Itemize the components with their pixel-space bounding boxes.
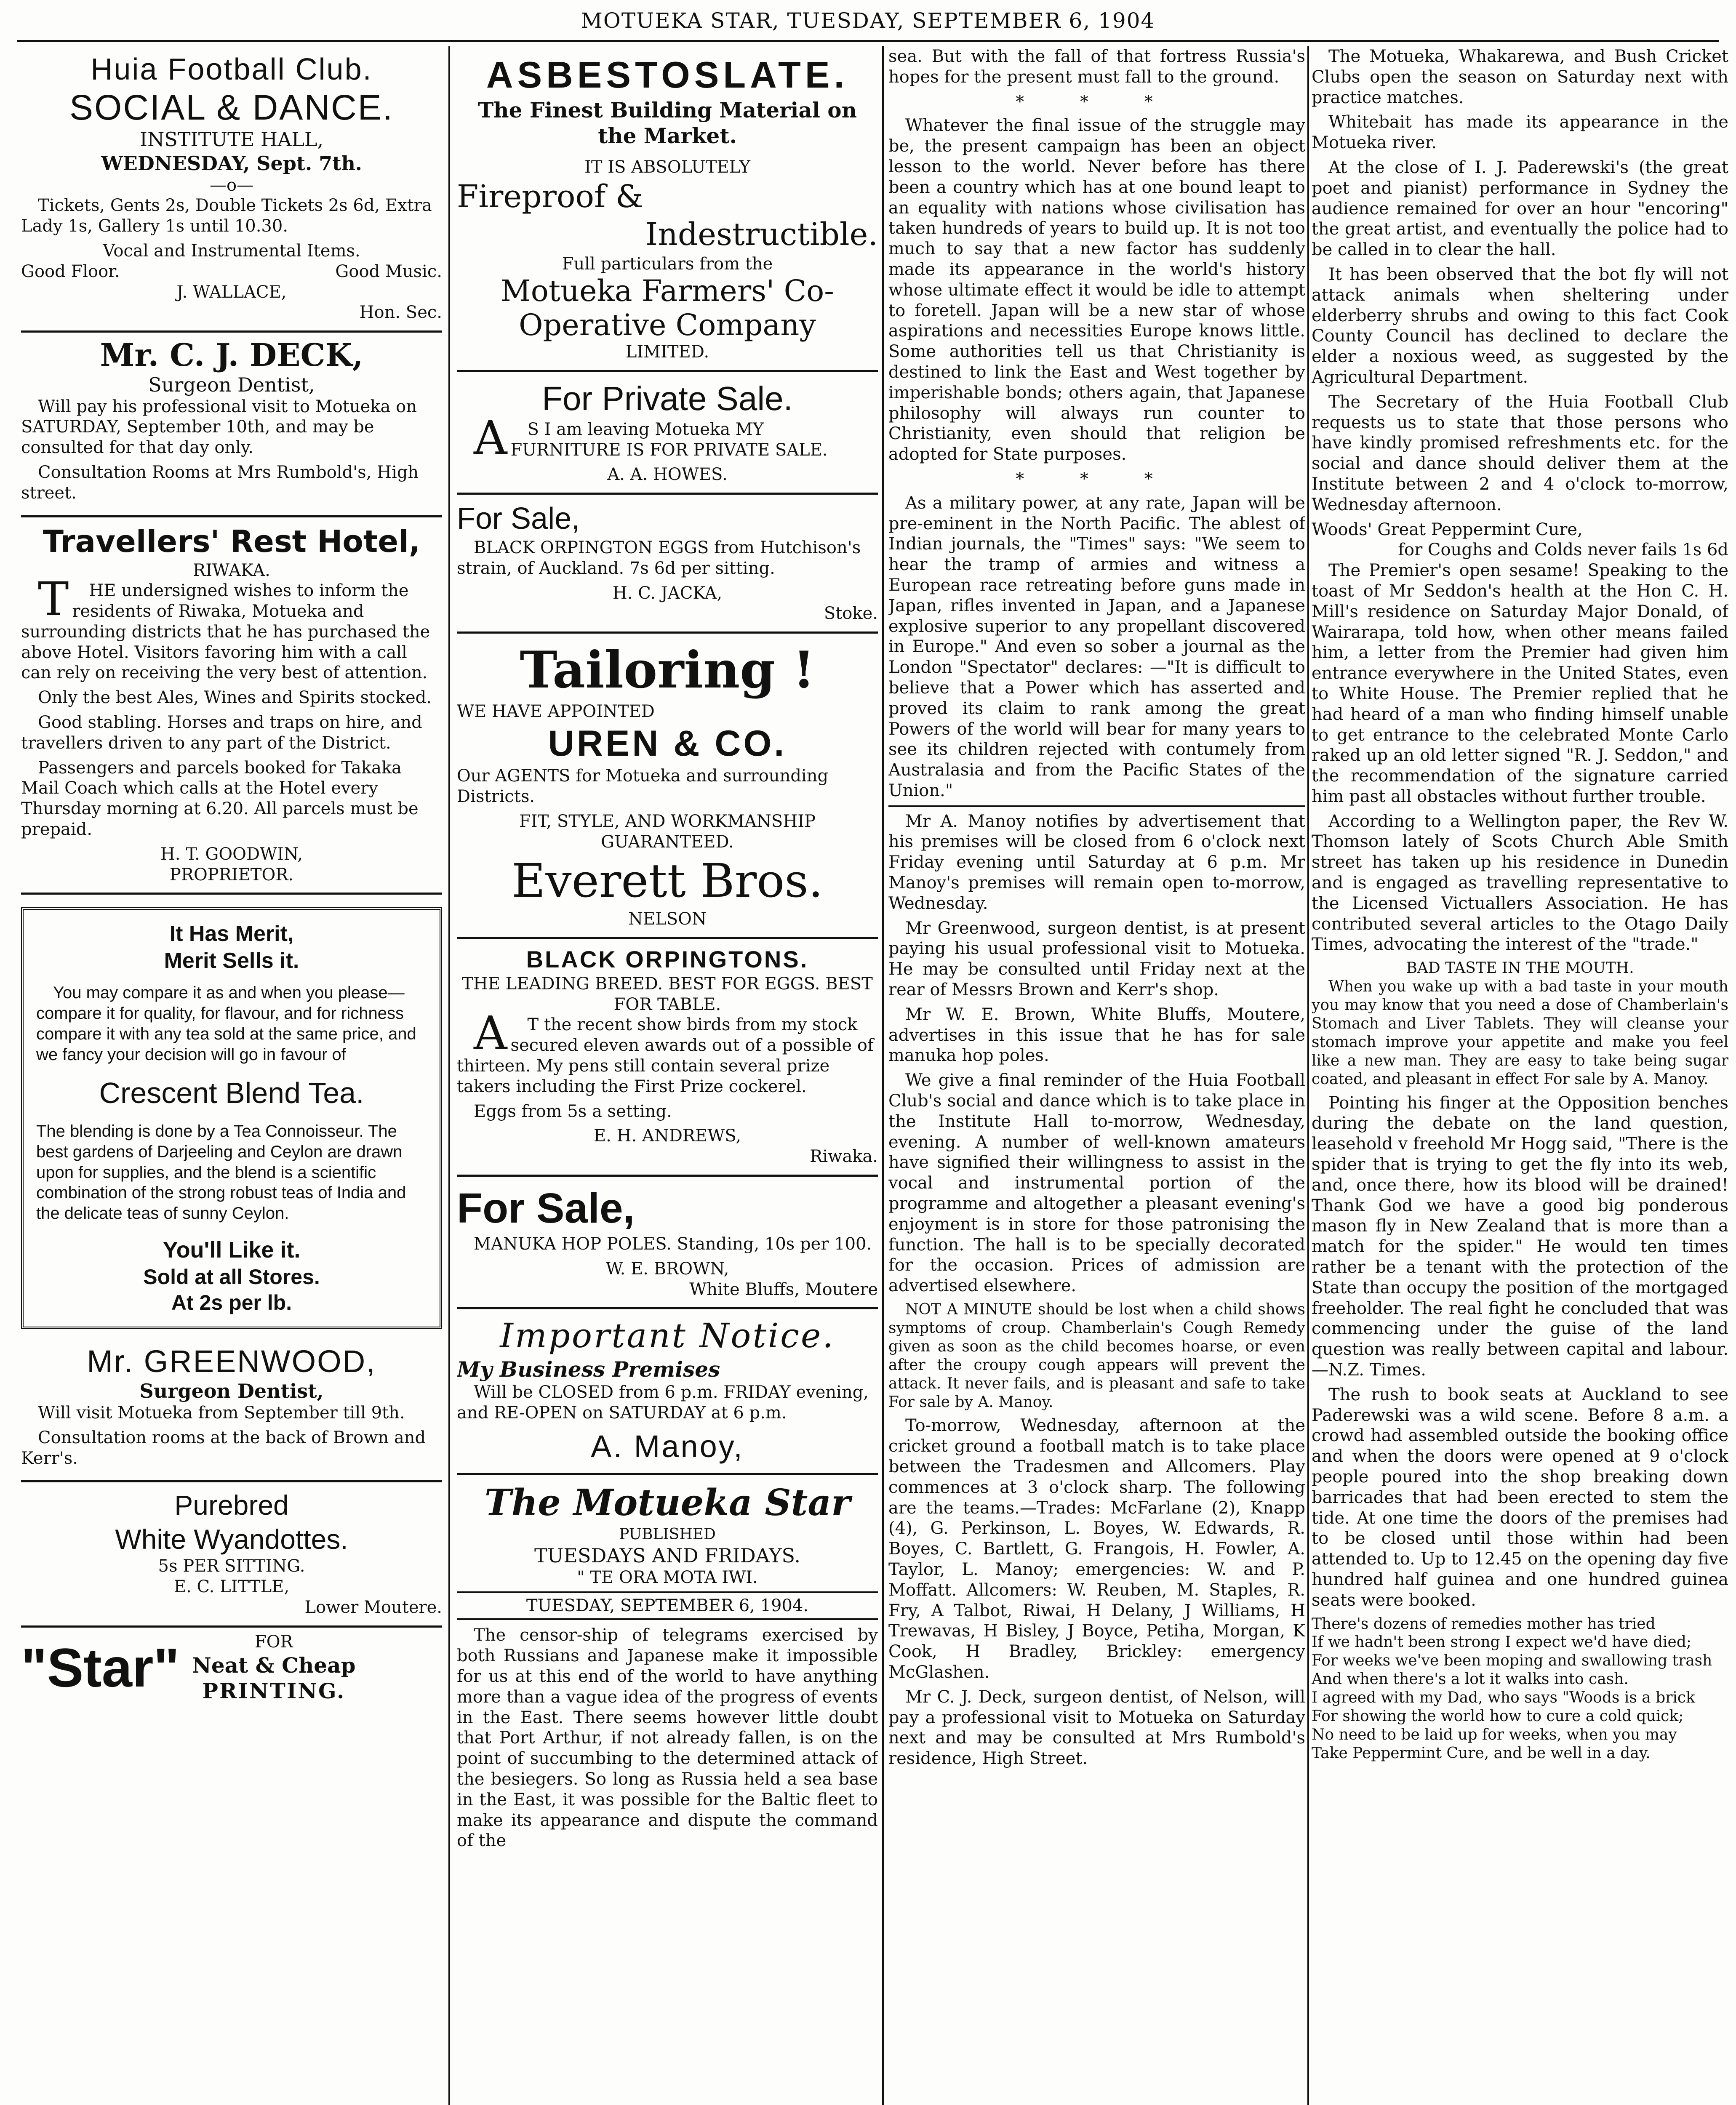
motueka-star-masthead (457, 1475, 878, 1851)
news-paragraph: When you wake up with a bad taste in your mouth you may know that you need a dose of Chamberlain's Stomach and Liver Tablets. They will cleanse your stomach improve your appetite and make you feel like a new man. They are easy to take being sugar coated, and pleasant in effect For sale by A. Manoy. (1312, 978, 1728, 1088)
music-text: Good Music. (335, 261, 442, 281)
signer: A. Manoy, (591, 1428, 744, 1464)
signer: J. WALLACE, (176, 282, 287, 302)
tea-price: At 2s per lb. (171, 1290, 292, 1314)
column-divider (1307, 46, 1309, 2105)
ad-title: BLACK ORPINGTONS. (526, 946, 809, 973)
wyandottes-ad (21, 1482, 442, 1627)
ad-line: THE LEADING BREED. BEST FOR EGGS. BEST FOR TABLE. (462, 974, 873, 1014)
ad-body: AT the recent show birds from my stock secured eleven awards out of a possible of thirteen. My pens still contain several prize takers including the First Prize cockerel. (457, 1006, 874, 1096)
for-word: FOR (254, 1632, 293, 1652)
ad-line: LIMITED. (625, 342, 709, 362)
peppermint-line: for Coughs and Colds never fails 1s 6d (1398, 540, 1728, 560)
ad-price: 5s PER SITTING. (158, 1556, 305, 1576)
orpington-eggs-ad (457, 495, 878, 634)
everett-name: Everett Bros. (512, 853, 823, 908)
news-paragraph: At the close of I. J. Paderewski's (the great poet and pianist) performance in Sydney the audience remained for over an hour "encoring" the great artist, and eventually the police had to be called in to clear the hall. (1312, 157, 1728, 260)
news-paragraph: Mr W. E. Brown, White Bluffs, Moutere, advertises in this issue that he has for sale manuka hop poles. (888, 1005, 1305, 1066)
tea-sold: Sold at all Stores. (143, 1265, 320, 1289)
asterism: * * * (1016, 92, 1178, 112)
ad-body: Will pay his professional visit to Motueka on SATURDAY, September 10th, and may be consulted for that day only. (21, 397, 417, 458)
paper-title: The Motueka Star (484, 1481, 851, 1524)
ad-title: For Sale, (457, 1185, 635, 1232)
signer-role: PROPRIETOR. (169, 865, 294, 885)
ad-title: Mr. GREENWOOD, (87, 1343, 376, 1379)
ad-paragraph: Passengers and parcels booked for Takaka Mail Coach which calls at the Hotel every Thursday morning at 6.20. All parcels must be prepaid. (21, 758, 419, 839)
hop-poles-ad (457, 1177, 878, 1309)
hotel-ad (21, 517, 442, 895)
news-paragraph: We give a final reminder of the Huia Football Club's social and dance which is to take place in the Institute Hall to-morrow, Wednesday, evening. A number of well-known amateurs have signified their willingness to assist in the vocal and instrumental portion of the programme and altogether a pleasant evening's enjoyment is in store for those patronising the function. The hall is to be specially decorated for the occasion. Prices of admission are advertised elsewhere. (888, 1071, 1305, 1296)
news-paragraph: Pointing his finger at the Opposition benches during the debate on the land question, leasehold v freehold Mr Hogg said, "There is the spider that is trying to get the fly into its web, and, once there, how its blood will be drained! Thank God we have a good big ponderous mason fly in New Zealand that is more than a match for the spider." He would ten times rather be a tenant with the protection of the State than occupy the position of the mortgaged freeholder. The real fight he concluded that was commencing under the guise of the land question was really between capital and labour.—N.Z. Times. (1312, 1093, 1728, 1380)
news-paragraph: Mr Greenwood, surgeon dentist, is at present paying his usual professional visit to Motueka. He may be consulted until Friday next at the rear of Messrs Brown and Kerr's shop. (888, 918, 1305, 1000)
huia-social-ad (21, 46, 442, 333)
poem-line: Take Peppermint Cure, and be well in a day. (1312, 1744, 1651, 1762)
ad-tagline: The Finest Building Material on the Market. (478, 98, 857, 149)
ad-body: Will visit Motueka from September till 9th. (38, 1403, 405, 1423)
poem-line: I agreed with my Dad, who says "Woods is a brick (1312, 1689, 1695, 1707)
neat-cheap: Neat & Cheap (192, 1652, 356, 1678)
signer: H. T. GOODWIN, (160, 844, 303, 864)
bad-taste-heading: BAD TASTE IN THE MOUTH. (1406, 959, 1634, 977)
poem-line: If we hadn't been strong I expect we'd have died; (1312, 1633, 1691, 1651)
ad-line: Eggs from 5s a setting. (474, 1101, 672, 1121)
items-line: Vocal and Instrumental Items. (103, 241, 360, 261)
signer: A. A. HOWES. (607, 465, 728, 485)
divider-ornament: —o— (209, 175, 254, 195)
indestructible-text: Indestructible. (645, 216, 878, 253)
peppermint-poem (1312, 1615, 1728, 1763)
news-paragraph: Mr A. Manoy notifies by advertisement that his premises will be closed from 6 o'clock next Friday evening until Saturday at 6 p.m. Mr Manoy's premises will remain open to-morrow, Wednesday. (888, 811, 1305, 913)
top-rule (17, 40, 1719, 42)
ad-title: For Private Sale. (542, 380, 793, 418)
news-paragraph: To-morrow, Wednesday, afternoon at the cricket ground a football match is to take place between the Tradesmen and Allcomers. Play commences at 3 o'clock sharp. The following are the teams.—Trades: McFarlane (2), Knapp (4), G. Perkinson, L. Boyes, W. Edwards, R. Boyes, C. Bartlett, G. Frangois, H. Fowler, A. Taylor, L. Manoy; emergencies: W. and P. Moffatt. Allcomers: W. Reuben, M. Staples, R. Fry, A Talbot, Riwai, H Delany, J Williams, H Trewavas, H Bisley, J Boyce, Petiha, Morgan, K Cook, H Bradley, Brickley: emergency McGlashen. (888, 1416, 1305, 1682)
ad-rooms: Consultation rooms at the back of Brown and Kerr's. (21, 1428, 426, 1468)
ticket-prices: Tickets, Gents 2s, Double Tickets 2s 6d, Extra Lady 1s, Gallery 1s until 10.30. (21, 196, 432, 236)
ad-title: Huia Football Club. (91, 53, 373, 86)
ad-rooms: Consultation Rooms at Mrs Rumbold's, High street. (21, 463, 419, 503)
news-paragraph: Whitebait has made its appearance in the Motueka river. (1312, 112, 1728, 153)
poem-line: And when there's a lot it walks into cash. (1312, 1671, 1629, 1688)
signer: W. E. BROWN, (605, 1259, 729, 1279)
ad-place: RIWAKA. (193, 560, 270, 580)
fireproof-text: Fireproof & (457, 179, 643, 215)
news-paragraph: According to a Wellington paper, the Rev W. Thomson lately of Scots Church Able Smith street has taken up his residence in Dunedin and is engaged as travelling representative to the Licensed Victuallers Association. He has contributed several articles to the Otago Daily Times, advocating the interest of the "trade." (1312, 811, 1728, 954)
paper-motto: " TE ORA MOTA IWI. (577, 1567, 758, 1587)
signer-role: Hon. Sec. (359, 303, 442, 322)
private-sale-ad (457, 372, 878, 495)
ad-title: Travellers' Rest Hotel, (43, 523, 421, 559)
ad-body: Our AGENTS for Motueka and surrounding Districts. (457, 766, 829, 807)
ad-title: Purebred (174, 1489, 289, 1521)
ad-line: IT IS ABSOLUTELY (584, 157, 750, 177)
newspaper-masthead: MOTUEKA STAR, TUESDAY, SEPTEMBER 6, 1904 (581, 8, 1155, 33)
column-2 (457, 46, 878, 2105)
tea-slogan: You'll Like it. (163, 1237, 301, 1263)
ad-place: NELSON (628, 909, 707, 929)
ad-subtitle: Surgeon Dentist, (139, 1379, 324, 1402)
poem-line: For showing the world how to cure a cold quick; (1312, 1708, 1684, 1725)
column-1 (21, 46, 442, 2105)
ad-title: Tailoring ! (520, 640, 815, 700)
floor-text: Good Floor. (21, 261, 120, 281)
news-paragraph: The Motueka, Whakarewa, and Bush Cricket Clubs open the season on Saturday next with practice matches. (1312, 47, 1728, 107)
issue-date: TUESDAY, SEPTEMBER 6, 1904. (457, 1591, 878, 1620)
column-3 (888, 46, 1305, 2105)
news-paragraph: As a military power, at any rate, Japan will be pre-eminent in the North Pacific. The ablest of Indian journals, the "Times" says: "We seem to hear the tramp of armies and witness a European race retreating before guns made in Japan, rifles invented in Japan, and a Japanese explosive superior to any propellant discovered in Europe." And even so sober a journal as the London "Spectator" declares: —"It is difficult to believe that a Power which has asserted and proved its claim to rank among the great Powers of the world will bear for many years to see its children rejected with contumely from Australasia and from the Pacific States of the Union." (888, 493, 1305, 800)
ad-subtitle: SOCIAL & DANCE. (69, 87, 394, 127)
column-4 (1312, 46, 1728, 2105)
asterism: * * * (1016, 469, 1178, 489)
ad-line: Full particulars from the (562, 254, 773, 274)
tailoring-ad (457, 634, 878, 939)
signer: E. C. LITTLE, (173, 1577, 290, 1597)
ad-body: BLACK ORPINGTON EGGS from Hutchison's strain, of Auckland. 7s 6d per sitting. (457, 538, 861, 578)
ad-body: MANUKA HOP POLES. Standing, 10s per 100. (474, 1234, 872, 1254)
section-rule (888, 805, 1305, 807)
tea-brand: Crescent Blend Tea. (99, 1076, 364, 1109)
leader-paragraph: The censor-ship of telegrams exercised by both Russians and Japanese make it impossible for us at this end of the world to have anything more than a vague idea of the progress of events in the East. There seems however little doubt that Port Arthur, if not already fallen, is on the point of succumbing to the determined attack of the besiegers. So long as Russia held a sea base in the East, it was possible for the Baltic fleet to make its appearance and dispute the command of the (457, 1625, 878, 1851)
floor-music-line (21, 261, 442, 282)
column-divider (448, 46, 450, 2105)
greenwood-ad (21, 1338, 442, 1483)
ad-title: For Sale, (457, 502, 580, 536)
ad-line: WE HAVE APPOINTED (457, 701, 655, 721)
ad-body: Will be CLOSED from 6 p.m. FRIDAY evening, and RE-OPEN on SATURDAY at 6 p.m. (457, 1383, 869, 1423)
ad-paragraph: Good stabling. Horses and traps on hire, and travellers driven to any part of the District. (21, 713, 422, 753)
news-paragraph: The Premier's open sesame! Speaking to the toast of Mr Seddon's health at the Hon C. H. Mill's residence on Saturday Major Donald, of Wairarapa, told how, when other means failed him, a letter from the Premier had given him entrance everywhere in the United States, even to White House. The Premier replied that he had heard of a man who finding himself unable to get entrance to the celebrated Monte Carlo raked up an old letter signed "R. J. Seddon," and the recommendation of the signature carried him past all obstacles without further trouble. (1312, 561, 1728, 806)
black-orpingtons-ad (457, 939, 878, 1177)
ad-body: AS I am leaving Motueka MY FURNITURE IS FOR PRIVATE SALE. (474, 410, 828, 465)
ad-place: White Bluffs, Moutere (689, 1279, 878, 1299)
firm-name: UREN & CO. (548, 723, 787, 764)
news-paragraph: Whatever the final issue of the struggle may be, the present campaign has been an object lesson to the world. Never before has there been a country which has at one bound leapt to an equality with nations whose civilisation has taken hundreds of years to build up. It is not too much to say that a new factor has suddenly made its appearance in the world's history whose ultimate effect it would be idle to attempt to foretell. Japan will be a new star of whose aspirations and necessities Europe knows little. Some authorities tell us that Christianity is destined to link the East and West together by imperishable bonds; others again, that Japanese philosophy will always run counter to Christianity, even should that religion be adopted for State purposes. (888, 116, 1305, 464)
ad-line: FIT, STYLE, AND WORKMANSHIP GUARANTEED. (519, 811, 816, 852)
tea-heading: It Has Merit, (169, 922, 294, 946)
company-name: Motueka Farmers' Co-Operative Company (501, 274, 834, 342)
tea-paragraph: The blending is done by a Tea Connoisseur. The best gardens of Darjeeling and Ceylon are drawn upon for supplies, and the blend is a scientific combination of the strong robust teas of India and the delicate teas of sunny Ceylon. (36, 1122, 406, 1223)
star-word: "Star" (21, 1637, 180, 1699)
signer: E. H. ANDREWS, (593, 1126, 741, 1146)
tea-heading: Merit Sells it. (164, 948, 299, 973)
premises-heading: My Business Premises (457, 1357, 720, 1382)
ad-title: Mr. C. J. DECK, (100, 337, 363, 374)
published-days: TUESDAYS AND FRIDAYS. (534, 1544, 801, 1567)
ad-title: Important Notice. (500, 1316, 835, 1356)
ad-paragraph: Only the best Ales, Wines and Spirits stocked. (38, 688, 432, 708)
star-printing-text (192, 1632, 355, 1704)
ad-paragraph: THE undersigned wishes to inform the residents of Riwaka, Motueka and surrounding districts that he has purchased the above Hotel. Visitors favoring him with a call can rely on receiving the very best of attention. (21, 572, 430, 683)
crescent-tea-ad (21, 907, 442, 1329)
published-label: PUBLISHED (619, 1525, 716, 1543)
ad-title: ASBESTOSLATE. (486, 54, 849, 96)
venue: INSTITUTE HALL, (139, 128, 324, 151)
news-paragraph: The rush to book seats at Auckland to see Paderewski was a wild scene. Before 8 a.m. a crowd had assembled outside the booking office and when the doors were opened at 9 o'clock people poured into the shop breaking down barricades that had been erected to stem the tide. At one time the doors of the premises had to be closed until those within had been attended to. Up to 12.45 on the opening day five hundred half guinea and one hundred guinea seats were booked. (1312, 1385, 1728, 1610)
poem-line: No need to be laid up for weeks, when you may (1312, 1726, 1677, 1743)
ad-title: White Wyandottes. (115, 1523, 348, 1555)
news-paragraph: It has been observed that the bot fly will not attack animals when sheltering under elderberry shrubs and owing to this fact Cook County Council has declined to declare the elder a noxious weed, as suggested by the Agricultural Department. (1312, 264, 1728, 387)
poem-line: There's dozens of remedies mother has tried (1312, 1615, 1656, 1633)
poem-line: For weeks we've been moping and swallowing trash (1312, 1652, 1712, 1670)
ad-place: Lower Moutere. (304, 1597, 442, 1617)
peppermint-line: Woods' Great Peppermint Cure, (1312, 520, 1583, 539)
deck-dentist-ad (21, 333, 442, 517)
news-paragraph: NOT A MINUTE should be lost when a child shows symptoms of croup. Chamberlain's Cough Remedy given as soon as the child becomes hoarse, or even after the croupy cough appears will prevent the attack. It never fails, and is pleasant and safe to take For sale by A. Manoy. (888, 1301, 1305, 1411)
ad-place: Riwaka. (810, 1147, 878, 1167)
star-printing-ad (21, 1628, 442, 1704)
ad-place: Stoke. (824, 604, 878, 624)
event-date: WEDNESDAY, Sept. 7th. (101, 152, 362, 175)
asbestoslate-ad (457, 46, 878, 372)
signer: H. C. JACKA, (612, 583, 723, 603)
printing-word: PRINTING. (202, 1678, 346, 1703)
important-notice-ad (457, 1309, 878, 1475)
column-divider (882, 46, 884, 2105)
news-paragraph: sea. But with the fall of that fortress Russia's hopes for the present must fall to the ground. (888, 47, 1305, 87)
tea-paragraph: You may compare it as and when you please—compare it for quality, for flavour, and for richness compare it with any tea sold at the same price, and we fancy your decision will go in favour of (36, 983, 416, 1064)
news-paragraph: The Secretary of the Huia Football Club requests us to state that those persons who have kindly promised refreshments etc. for the social and dance should deliver them at the Institute between 2 and 4 o'clock to-morrow, Wednesday afternoon. (1312, 392, 1728, 514)
news-paragraph: Mr C. J. Deck, surgeon dentist, of Nelson, will pay a professional visit to Motueka on Saturday next and may be consulted at Mrs Rumbold's residence, High Street. (888, 1687, 1305, 1769)
ad-subtitle: Surgeon Dentist, (148, 373, 315, 396)
